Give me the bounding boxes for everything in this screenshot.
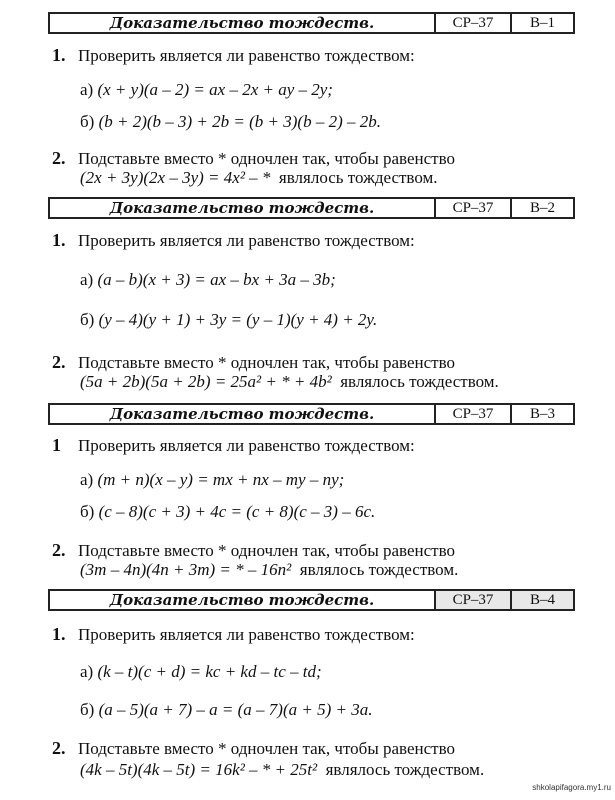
task2-suffix: являлось тождеством.: [340, 372, 499, 391]
task2-expression: (5a + 2b)(5a + 2b) = 25a² + * + 4b²: [80, 372, 332, 391]
header-code: СР–37: [436, 589, 512, 611]
task2-expression: (4k – 5t)(4k – 5t) = 16k² – * + 25t²: [80, 760, 318, 779]
task-text: Проверить является ли равенство тождеством:: [78, 231, 415, 250]
item-expression: (m + n)(x – y) = mx + nx – my – ny;: [97, 470, 345, 489]
task-number: 1.: [52, 45, 66, 65]
task-text: Подставьте вместо * одночлен так, чтобы равенство: [78, 353, 455, 372]
task-text: Подставьте вместо * одночлен так, чтобы равенство: [78, 541, 455, 560]
item-label: а): [80, 270, 94, 289]
item-label: а): [80, 80, 94, 99]
item-label: б): [80, 112, 95, 131]
task2-expression: (2x + 3y)(2x – 3y) = 4x² – *: [80, 168, 271, 187]
task2-expression-line: [80, 560, 458, 580]
header-title: Доказательство тождеств.: [48, 197, 436, 219]
task1: [52, 45, 415, 66]
task-number: 1.: [52, 230, 66, 250]
item-b: [80, 310, 377, 330]
header-variant: В–1: [512, 12, 575, 34]
header-title: Доказательство тождеств.: [48, 12, 436, 34]
header-title: Доказательство тождеств.: [48, 403, 436, 425]
item-expression: (k – t)(c + d) = kc + kd – tc – td;: [97, 662, 322, 681]
variant-header: [48, 403, 575, 425]
item-label: б): [80, 310, 95, 329]
task2: [52, 738, 455, 759]
item-expression: (a – b)(x + 3) = ax – bx + 3a – 3b;: [97, 270, 336, 289]
item-expression: (x + y)(a – 2) = ax – 2x + ay – 2y;: [97, 80, 333, 99]
item-expression: (c – 8)(c + 3) + 4c = (c + 8)(c – 3) – 6c.: [98, 502, 376, 521]
task1: [52, 624, 415, 645]
header-code: СР–37: [436, 197, 512, 219]
item-a: [80, 662, 322, 682]
item-expression: (b + 2)(b – 3) + 2b = (b + 3)(b – 2) – 2b.: [98, 112, 381, 131]
item-a: [80, 470, 344, 490]
item-b: [80, 700, 373, 720]
task2: [52, 540, 455, 561]
task2: [52, 352, 455, 373]
task-text: Подставьте вместо * одночлен так, чтобы равенство: [78, 149, 455, 168]
variant-header: [48, 12, 575, 34]
header-variant: В–2: [512, 197, 575, 219]
task-number: 2.: [52, 738, 66, 758]
task2-suffix: являлось тождеством.: [299, 560, 459, 579]
item-label: б): [80, 700, 95, 719]
task2-suffix: являлось тождеством.: [325, 760, 485, 779]
item-a: [80, 270, 336, 290]
item-b: [80, 502, 375, 522]
header-code: СР–37: [436, 12, 512, 34]
task-number: 2.: [52, 352, 66, 372]
header-title: Доказательство тождеств.: [48, 589, 436, 611]
task-number: 2.: [52, 148, 66, 168]
item-b: [80, 112, 381, 132]
item-label: б): [80, 502, 95, 521]
watermark-text: shkolapifagora.my1.ru: [532, 783, 611, 792]
task2-expression: (3m – 4n)(4n + 3m) = * – 16n²: [80, 560, 292, 579]
task1: [52, 435, 415, 456]
task2-suffix: являлось тождеством.: [278, 168, 438, 187]
task-number: 1: [52, 435, 61, 455]
item-a: [80, 80, 333, 100]
task2-expression-line: [80, 760, 484, 780]
task-text: Проверить является ли равенство тождеством:: [78, 436, 415, 455]
item-label: а): [80, 662, 94, 681]
task-number: 2.: [52, 540, 66, 560]
variant-header: [48, 197, 575, 219]
header-variant: В–3: [512, 403, 575, 425]
task1: [52, 230, 415, 251]
task-text: Проверить является ли равенство тождеством:: [78, 625, 415, 644]
task-number: 1.: [52, 624, 66, 644]
item-expression: (y – 4)(y + 1) + 3y = (y – 1)(y + 4) + 2y.: [98, 310, 378, 329]
task2-expression-line: [80, 168, 438, 188]
task2: [52, 148, 455, 169]
variant-header: [48, 589, 575, 611]
task2-expression-line: [80, 372, 499, 392]
item-label: а): [80, 470, 94, 489]
task-text: Подставьте вместо * одночлен так, чтобы равенство: [78, 739, 455, 758]
item-expression: (a – 5)(a + 7) – a = (a – 7)(a + 5) + 3a.: [98, 700, 373, 719]
header-code: СР–37: [436, 403, 512, 425]
task-text: Проверить является ли равенство тождеством:: [78, 46, 415, 65]
header-variant: В–4: [512, 589, 575, 611]
